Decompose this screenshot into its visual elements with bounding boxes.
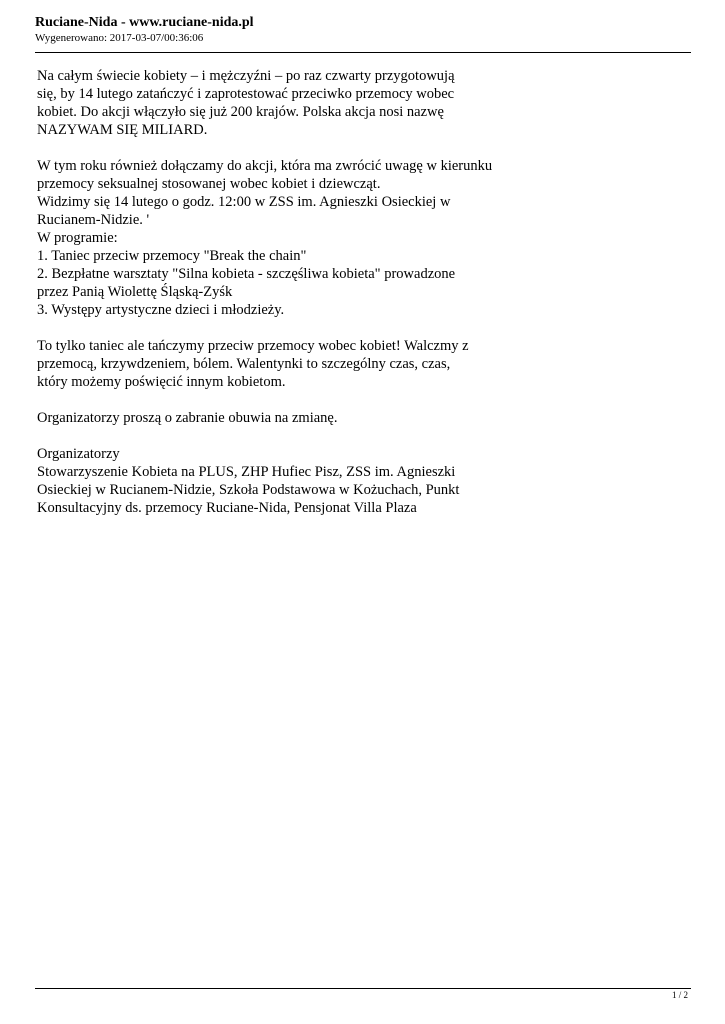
paragraph-gap xyxy=(37,139,677,157)
text-line: przez Panią Wiolettę Śląską-Zyśk xyxy=(37,284,233,300)
paragraph-gap xyxy=(37,391,677,409)
article-body xyxy=(37,67,677,517)
program-item: 1. Taniec przeciw przemocy "Break the chain" xyxy=(37,248,307,264)
text-line: W programie: xyxy=(37,230,118,246)
paragraph-gap xyxy=(37,427,677,445)
organizers-paragraph xyxy=(37,445,677,517)
program-item: 3. Występy artystyczne dzieci i młodzieży. xyxy=(37,302,285,318)
text-line: To tylko taniec ale tańczymy przeciw przemocy wobec kobiet! Walczmy z xyxy=(37,338,469,354)
paragraph xyxy=(37,337,677,391)
text-line: Osieckiej w Rucianem-Nidzie, Szkoła Podstawowa w Kożuchach, Punkt xyxy=(37,482,460,498)
paragraph-gap xyxy=(37,319,677,337)
paragraph xyxy=(37,157,677,319)
text-line: W tym roku również dołączamy do akcji, która ma zwrócić uwagę w kierunku xyxy=(37,158,493,174)
text-line: przemocą, krzywdzeniem, bólem. Walentynki to szczególny czas, czas, xyxy=(37,356,451,372)
text-line: Na całym świecie kobiety – i mężczyźni – po raz czwarty przygotowują xyxy=(37,68,455,84)
text-line: kobiet. Do akcji włączyło się już 200 krajów. Polska akcja nosi nazwę xyxy=(37,104,444,120)
text-line: NAZYWAM SIĘ MILIARD. xyxy=(37,122,208,138)
generated-timestamp: Wygenerowano: 2017-03-07/00:36:06 xyxy=(35,32,204,44)
page-number: 1 / 2 xyxy=(671,990,688,1000)
text-line: się, by 14 lutego zatańczyć i zaprotestować przeciwko przemocy wobec xyxy=(37,86,455,102)
footer-divider xyxy=(35,988,691,989)
text-line: Widzimy się 14 lutego o godz. 12:00 w ZSS im. Agnieszki Osieckiej w xyxy=(37,194,451,210)
text-line: Organizatorzy proszą o zabranie obuwia na zmianę. xyxy=(37,410,338,426)
paragraph xyxy=(37,409,677,427)
text-line: Konsultacyjny ds. przemocy Ruciane-Nida, Pensjonat Villa Plaza xyxy=(37,500,417,516)
site-title: Ruciane-Nida - www.ruciane-nida.pl xyxy=(35,15,254,30)
text-line: przemocy seksualnej stosowanej wobec kobiet i dziewcząt. xyxy=(37,176,381,192)
paragraph xyxy=(37,67,677,139)
text-line: Rucianem-Nidzie. ' xyxy=(37,212,150,228)
program-item: 2. Bezpłatne warsztaty "Silna kobieta - szczęśliwa kobieta" prowadzone xyxy=(37,266,456,282)
text-line: Stowarzyszenie Kobieta na PLUS, ZHP Hufiec Pisz, ZSS im. Agnieszki xyxy=(37,464,456,480)
header-divider xyxy=(35,52,691,53)
page-header xyxy=(35,14,691,45)
organizers-heading: Organizatorzy xyxy=(37,446,120,462)
text-line: który możemy poświęcić innym kobietom. xyxy=(37,374,286,390)
